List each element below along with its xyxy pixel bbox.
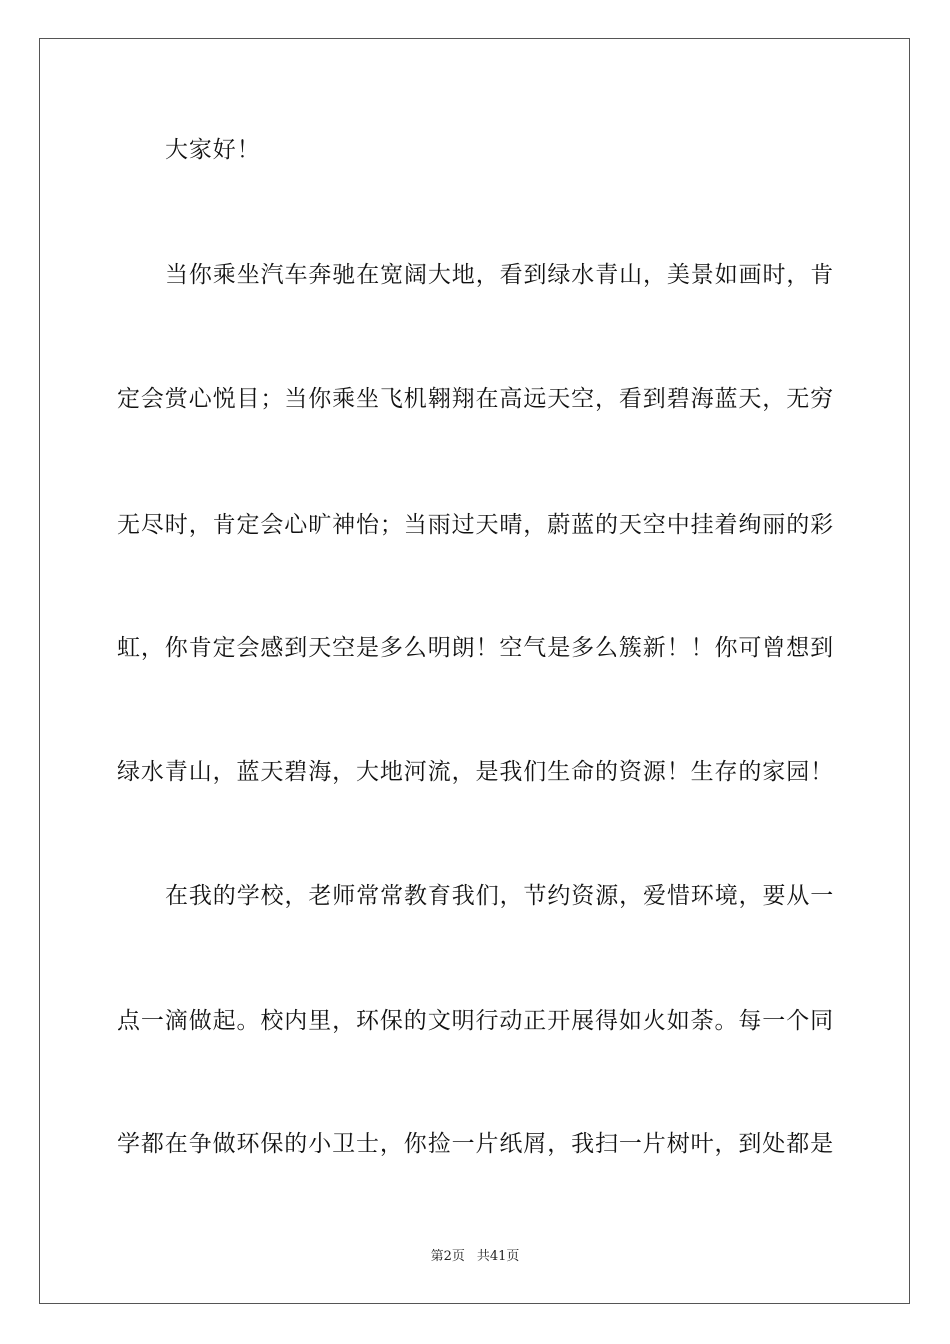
greeting-line: 大家好！	[165, 137, 261, 163]
page-frame	[39, 38, 910, 1304]
paragraph-line: 在我的学校，老师常常教育我们，节约资源，爱惜环境，要从一	[165, 883, 835, 909]
paragraph-line: 当你乘坐汽车奔驰在宽阔大地，看到绿水青山，美景如画时，肯	[165, 262, 835, 288]
page-footer	[0, 1248, 950, 1266]
page-number: 第2页	[430, 1249, 465, 1264]
paragraph-line: 绿水青山，蓝天碧海，大地河流，是我们生命的资源！生存的家园！	[117, 759, 834, 785]
paragraph-line: 定会赏心悦目；当你乘坐飞机翱翔在高远天空，看到碧海蓝天，无穷	[117, 386, 834, 412]
paragraph-line: 点一滴做起。校内里，环保的文明行动正开展得如火如荼。每一个同	[117, 1008, 834, 1034]
paragraph-line: 无尽时，肯定会心旷神怡；当雨过天晴，蔚蓝的天空中挂着绚丽的彩	[117, 512, 834, 538]
page-total: 共41页	[476, 1249, 520, 1264]
paragraph-line: 学都在争做环保的小卫士，你捡一片纸屑，我扫一片树叶，到处都是	[117, 1131, 834, 1157]
paragraph-line: 虹，你肯定会感到天空是多么明朗！空气是多么簇新！！你可曾想到	[117, 635, 834, 661]
